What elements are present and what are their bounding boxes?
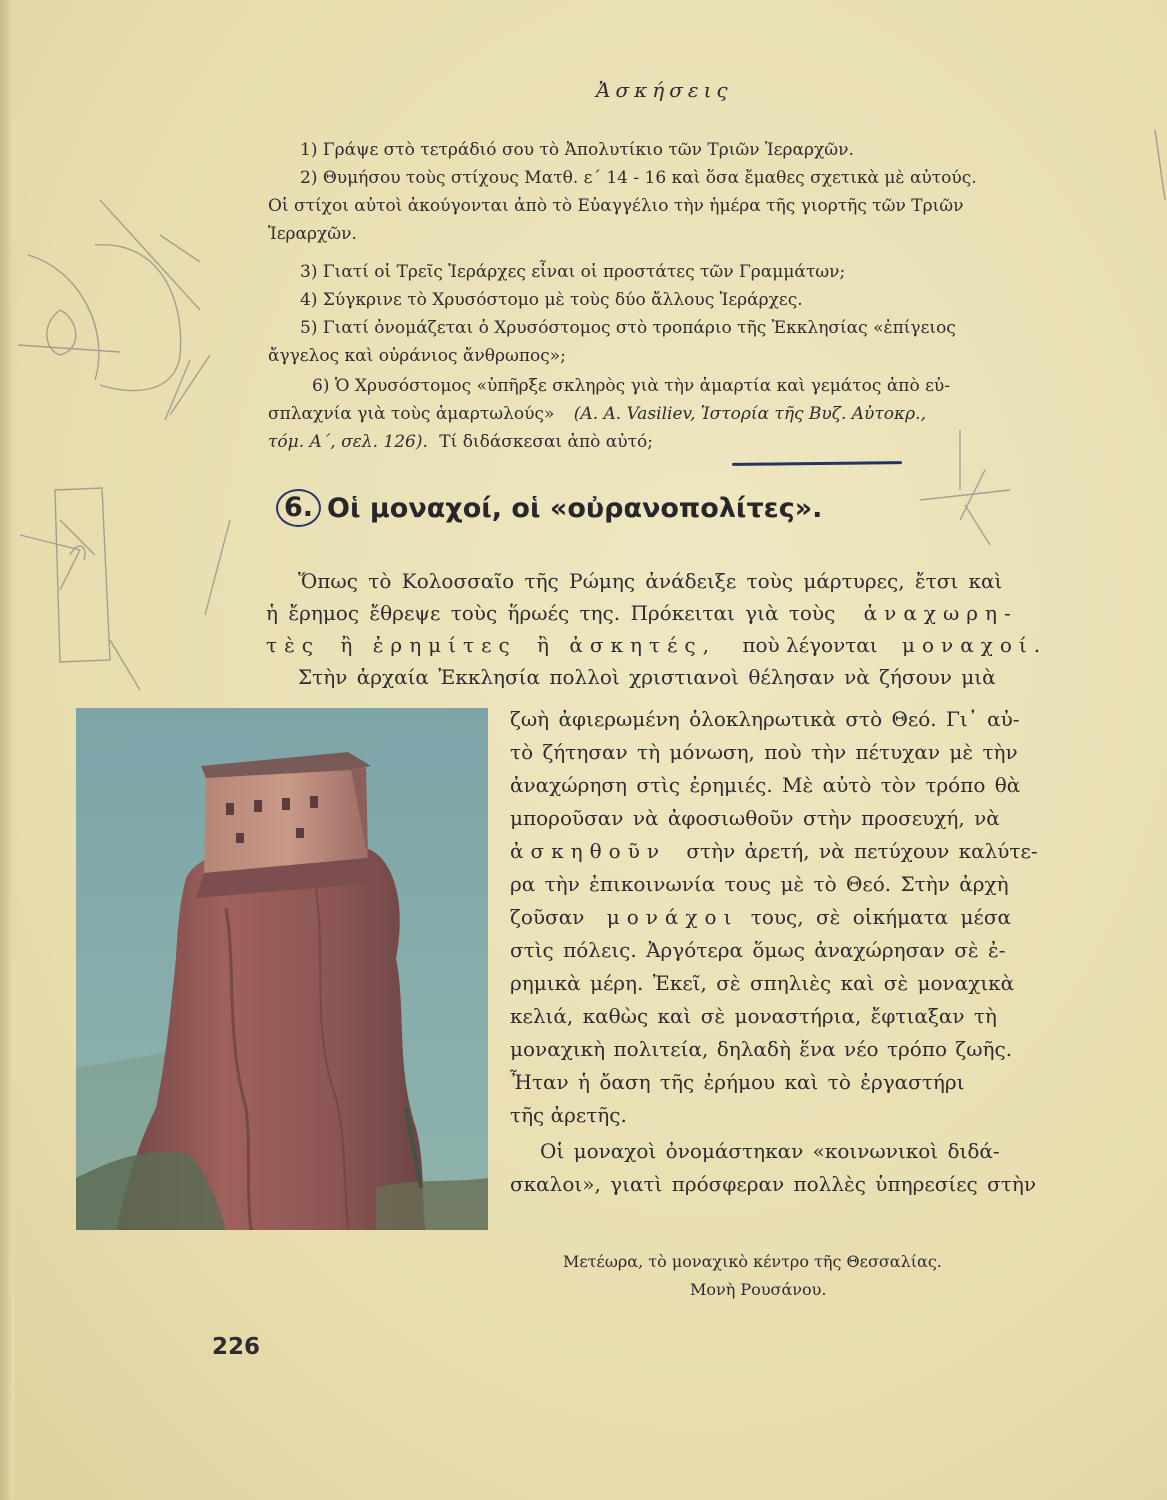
exercise-line: Οἱ στίχοι αὐτοὶ ἀκούγονται ἀπὸ τὸ Εὐαγγέλιο τὴν ἡμέρα τῆς γιορτῆς τῶν Τριῶν bbox=[268, 196, 964, 216]
body-line bbox=[510, 902, 1011, 932]
body-line bbox=[510, 836, 1038, 866]
body-line bbox=[266, 630, 1047, 660]
body-line: στὶς πόλεις. Ἀργότερα ὅμως ἀναχώρησαν σὲ ἐ- bbox=[510, 938, 1006, 962]
spaced-term: ἀσκηθοῦν bbox=[510, 839, 667, 863]
body-line: Ἦταν ἡ ὄαση τῆς ἐρήμου καὶ τὸ ἐργαστήρι bbox=[510, 1070, 965, 1094]
body-line: Οἱ μοναχοὶ ὀνομάστηκαν «κοινωνικοὶ διδά- bbox=[540, 1139, 1000, 1163]
body-line: ζωὴ ἀφιερωμένη ὁλοκληρωτικὰ στὸ Θεό. Γι᾽ αὐ- bbox=[510, 707, 1020, 731]
exercise-line: 5) Γιατί ὀνομάζεται ὁ Χρυσόστομος στὸ τροπάριο τῆς Ἐκκλησίας «ἐπίγειος bbox=[300, 318, 956, 338]
body-line: τῆς ἀρετῆς. bbox=[510, 1103, 627, 1127]
body-line: κελιά, καθὼς καὶ σὲ μοναστήρια, ἔφτιαξαν τὴ bbox=[510, 1004, 997, 1028]
body-line: μποροῦσαν νὰ ἀφοσιωθοῦν στὴν προσευχή, νὰ bbox=[510, 806, 1000, 830]
spaced-term: τὲς bbox=[266, 633, 320, 657]
body-text: στὴν ἀρετή, νὰ πετύχουν καλύτε- bbox=[686, 839, 1038, 863]
body-text: ἡ ἔρημος ἔθρεψε τοὺς ἥρωές της. Πρόκειται γιὰ τοὺς bbox=[266, 601, 836, 625]
body-line: τὸ ζήτησαν τὴ μόνωση, ποὺ τὴν πέτυχαν μὲ τὴν bbox=[510, 740, 1018, 764]
binding-edge bbox=[0, 0, 14, 1500]
photo-caption-line: Μετέωρα, τὸ μοναχικὸ κέντρο τῆς Θεσσαλίας. bbox=[563, 1252, 942, 1271]
body-line: ἀναχώρηση στὶς ἐρημιές. Μὲ αὐτὸ τὸν τρόπο θὰ bbox=[510, 773, 1021, 797]
quote-text: σπλαχνία γιὰ τοὺς ἁμαρτωλούς» bbox=[268, 404, 555, 424]
body-line: σκαλοι», γιατὶ πρόσφεραν πολλὲς ὑπηρεσίες στὴν bbox=[510, 1172, 1036, 1196]
section-title: Οἱ μοναχοί, οἱ «οὐρανοπολίτες». bbox=[327, 492, 823, 524]
spaced-term: ἐρημίτες bbox=[372, 633, 517, 657]
exercise-line: 6) Ὁ Χρυσόστομος «ὑπῆρξε σκληρὸς γιὰ τὴν ἁμαρτία καὶ γεμάτος ἀπὸ εὐ- bbox=[312, 376, 950, 396]
citation-text: (Α. Α. Vasiliev, Ἱστορία τῆς Βυζ. Αὐτοκρ., bbox=[573, 404, 926, 424]
exercise-line: 3) Γιατί οἱ Τρεῖς Ἱεράρχες εἶναι οἱ προστάτες τῶν Γραμμάτων; bbox=[300, 262, 846, 282]
exercise-line: 1) Γράψε στὸ τετράδιό σου τὸ Ἀπολυτίκιο τῶν Τριῶν Ἱεραρχῶν. bbox=[300, 140, 854, 160]
exercise-line bbox=[268, 402, 926, 427]
exercise-line: 4) Σύγκρινε τὸ Χρυσόστομο μὲ τοὺς δύο ἄλλους Ἱεράρχες. bbox=[300, 290, 803, 310]
body-text: ἢ bbox=[537, 633, 549, 657]
monastery-photo bbox=[76, 708, 488, 1230]
exercises-heading: Ἀσκήσεις bbox=[596, 78, 733, 102]
body-text: τους, σὲ οἰκήματα μέσα bbox=[750, 905, 1012, 929]
page-number: 226 bbox=[212, 1334, 261, 1360]
section-number: 6. bbox=[276, 489, 321, 527]
photo-caption-line: Μονὴ Ρουσάνου. bbox=[690, 1280, 827, 1299]
spaced-term: ἀναχωρη- bbox=[863, 601, 1018, 625]
exercise-line bbox=[268, 430, 653, 455]
body-line: ρα τὴν ἐπικοινωνία τους μὲ τὸ Θεό. Στὴν ἀρχὴ bbox=[510, 872, 1009, 896]
body-text: ζοῦσαν bbox=[510, 905, 585, 929]
section-heading bbox=[276, 488, 822, 528]
spaced-term: ἀσκητές, bbox=[569, 633, 716, 657]
exercise-line: 2) Θυμήσου τοὺς στίχους Ματθ. ε΄ 14 - 16 καὶ ὅσα ἔμαθες σχετικὰ μὲ αὐτούς. bbox=[300, 168, 977, 188]
body-text: ἢ bbox=[340, 633, 353, 657]
body-line: ρημικὰ μέρη. Ἐκεῖ, σὲ σπηλιὲς καὶ σὲ μοναχικὰ bbox=[510, 971, 1015, 995]
body-line bbox=[266, 598, 1018, 628]
exercise-line: ἄγγελος καὶ οὐράνιος ἄνθρωπος»; bbox=[268, 346, 566, 366]
spaced-term: μονάχοι bbox=[606, 905, 739, 929]
citation-text: τόμ. Α΄, σελ. 126). bbox=[268, 432, 428, 452]
body-line: Ὅπως τὸ Κολοσσαῖο τῆς Ρώμης ἀνάδειξε τοὺς μάρτυρες, ἔτσι καὶ bbox=[298, 569, 1003, 593]
body-line: Στὴν ἀρχαία Ἐκκλησία πολλοὶ χριστιανοὶ θέλησαν νὰ ζήσουν μιὰ bbox=[298, 665, 996, 689]
question-text: Τί διδάσκεσαι ἀπὸ αὐτό; bbox=[439, 432, 653, 452]
body-line: μοναχικὴ πολιτεία, δηλαδὴ ἕνα νέο τρόπο ζωῆς. bbox=[510, 1037, 1013, 1061]
exercise-line: Ἱεραρχῶν. bbox=[268, 224, 357, 244]
body-text: ποὺ λέγονται bbox=[742, 633, 878, 657]
spaced-term: μοναχοί. bbox=[902, 633, 1048, 657]
